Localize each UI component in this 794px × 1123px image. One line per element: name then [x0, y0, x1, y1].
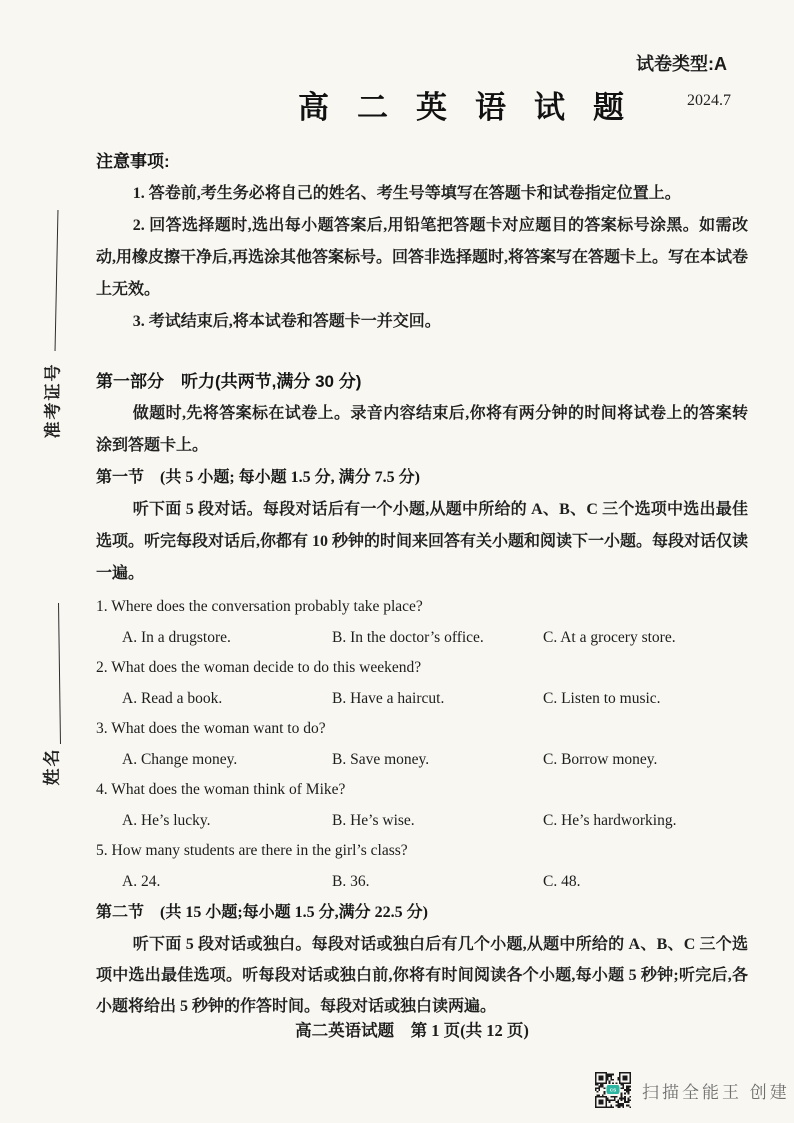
- question-4-options: [96, 806, 748, 837]
- question-5: [96, 836, 748, 867]
- exam-number-label: 准考证号: [43, 362, 63, 439]
- option-c: C. Listen to music.: [543, 689, 661, 707]
- question-3-options: [96, 745, 748, 776]
- exam-number-fill-line: [55, 210, 59, 351]
- option-c: C. He’s hardworking.: [543, 811, 677, 829]
- option-b: B. In the doctor’s office.: [332, 628, 484, 646]
- qr-code: [595, 1072, 631, 1108]
- question-text: How many students are there in the girl’s class?: [111, 842, 408, 859]
- section1-intro: 听下面 5 段对话。每段对话后有一个小题,从题中所给的 A、B、C 三个选项中选出最佳选项。听完每段对话后,你都有 10 秒钟的时间来回答有关小题和阅读下一小题。每段对话仅读一遍。: [96, 501, 749, 582]
- part1-heading: 第一部分 听力(共两节,满分 30 分): [96, 372, 362, 391]
- option-b: B. 36.: [332, 872, 370, 890]
- section2-heading: 第二节 (共 15 小题;每小题 1.5 分,满分 22.5 分): [96, 904, 428, 921]
- option-b: B. He’s wise.: [332, 811, 415, 829]
- scanner-credit: 扫描全能王 创建: [642, 1083, 790, 1102]
- option-c: C. 48.: [543, 872, 581, 890]
- paper-type-label: 试卷类型:A: [636, 54, 727, 74]
- option-a: A. 24.: [122, 872, 161, 890]
- question-4: [96, 775, 748, 806]
- page-footer: 高二英语试题 第 1 页(共 12 页): [295, 1021, 529, 1040]
- option-a: A. In a drugstore.: [122, 628, 231, 646]
- section2-intro: 听下面 5 段对话或独白。每段对话或独白后有几个小题,从题中所给的 A、B、C 三个选项中选出最佳选项。听每段对话或独白前,你将有时间阅读各个小题,每小题 5 秒钟;听完后,各小题将给出 5 秒钟的作答时间。每段对话或独白读两遍。: [96, 936, 748, 1015]
- question-3: [96, 714, 748, 745]
- option-b: B. Save money.: [332, 750, 430, 768]
- option-a: A. Read a book.: [122, 689, 223, 707]
- exam-date: 2024.7: [687, 92, 731, 109]
- notice-item: 1. 答卷前,考生务必将自己的姓名、考生号等填写在答题卡和试卷指定位置上。: [132, 185, 681, 202]
- question-1-options: [96, 623, 748, 654]
- question-text: What does the woman decide to do this weekend?: [111, 659, 422, 676]
- question-text: What does the woman want to do?: [111, 720, 326, 737]
- page-title: 高二英语试题: [298, 90, 652, 125]
- section1-heading: 第一节 (共 5 小题; 每小题 1.5 分, 满分 7.5 分): [96, 469, 420, 486]
- exam-body: [96, 146, 748, 1022]
- question-number: 2.: [96, 659, 108, 676]
- question-number: 5.: [96, 842, 108, 859]
- question-text: What does the woman think of Mike?: [111, 781, 346, 798]
- part1-intro: 做题时,先将答案标在试卷上。录音内容结束后,你将有两分钟的时间将试卷上的答案转涂到答题卡上。: [96, 405, 748, 454]
- option-c: C. Borrow money.: [543, 750, 658, 768]
- notice-item: 3. 考试结束后,将本试卷和答题卡一并交回。: [132, 313, 441, 330]
- name-label: 姓名: [42, 747, 62, 786]
- question-2: [96, 653, 748, 684]
- question-text: Where does the conversation probably take place?: [111, 598, 423, 615]
- question-2-options: [96, 684, 748, 715]
- name-fill-line: [58, 603, 61, 744]
- question-5-options: [96, 867, 748, 898]
- option-b: B. Have a haircut.: [332, 689, 445, 707]
- notice-heading: 注意事项:: [96, 152, 170, 171]
- question-1: [96, 592, 748, 623]
- question-number: 1.: [96, 598, 108, 615]
- question-number: 3.: [96, 720, 108, 737]
- option-a: A. He’s lucky.: [122, 811, 211, 829]
- listening-questions: [96, 592, 748, 897]
- option-c: C. At a grocery store.: [543, 628, 676, 646]
- svg-text:CS: CS: [609, 1087, 617, 1093]
- notice-item: 2. 回答选择题时,选出每小题答案后,用铅笔把答题卡对应题目的答案标号涂黑。如需改动,用橡皮擦干净后,再选涂其他答案标号。回答非选择题时,将答案写在答题卡上。写在本试卷上无效。: [96, 217, 749, 298]
- question-number: 4.: [96, 781, 108, 798]
- option-a: A. Change money.: [122, 750, 238, 768]
